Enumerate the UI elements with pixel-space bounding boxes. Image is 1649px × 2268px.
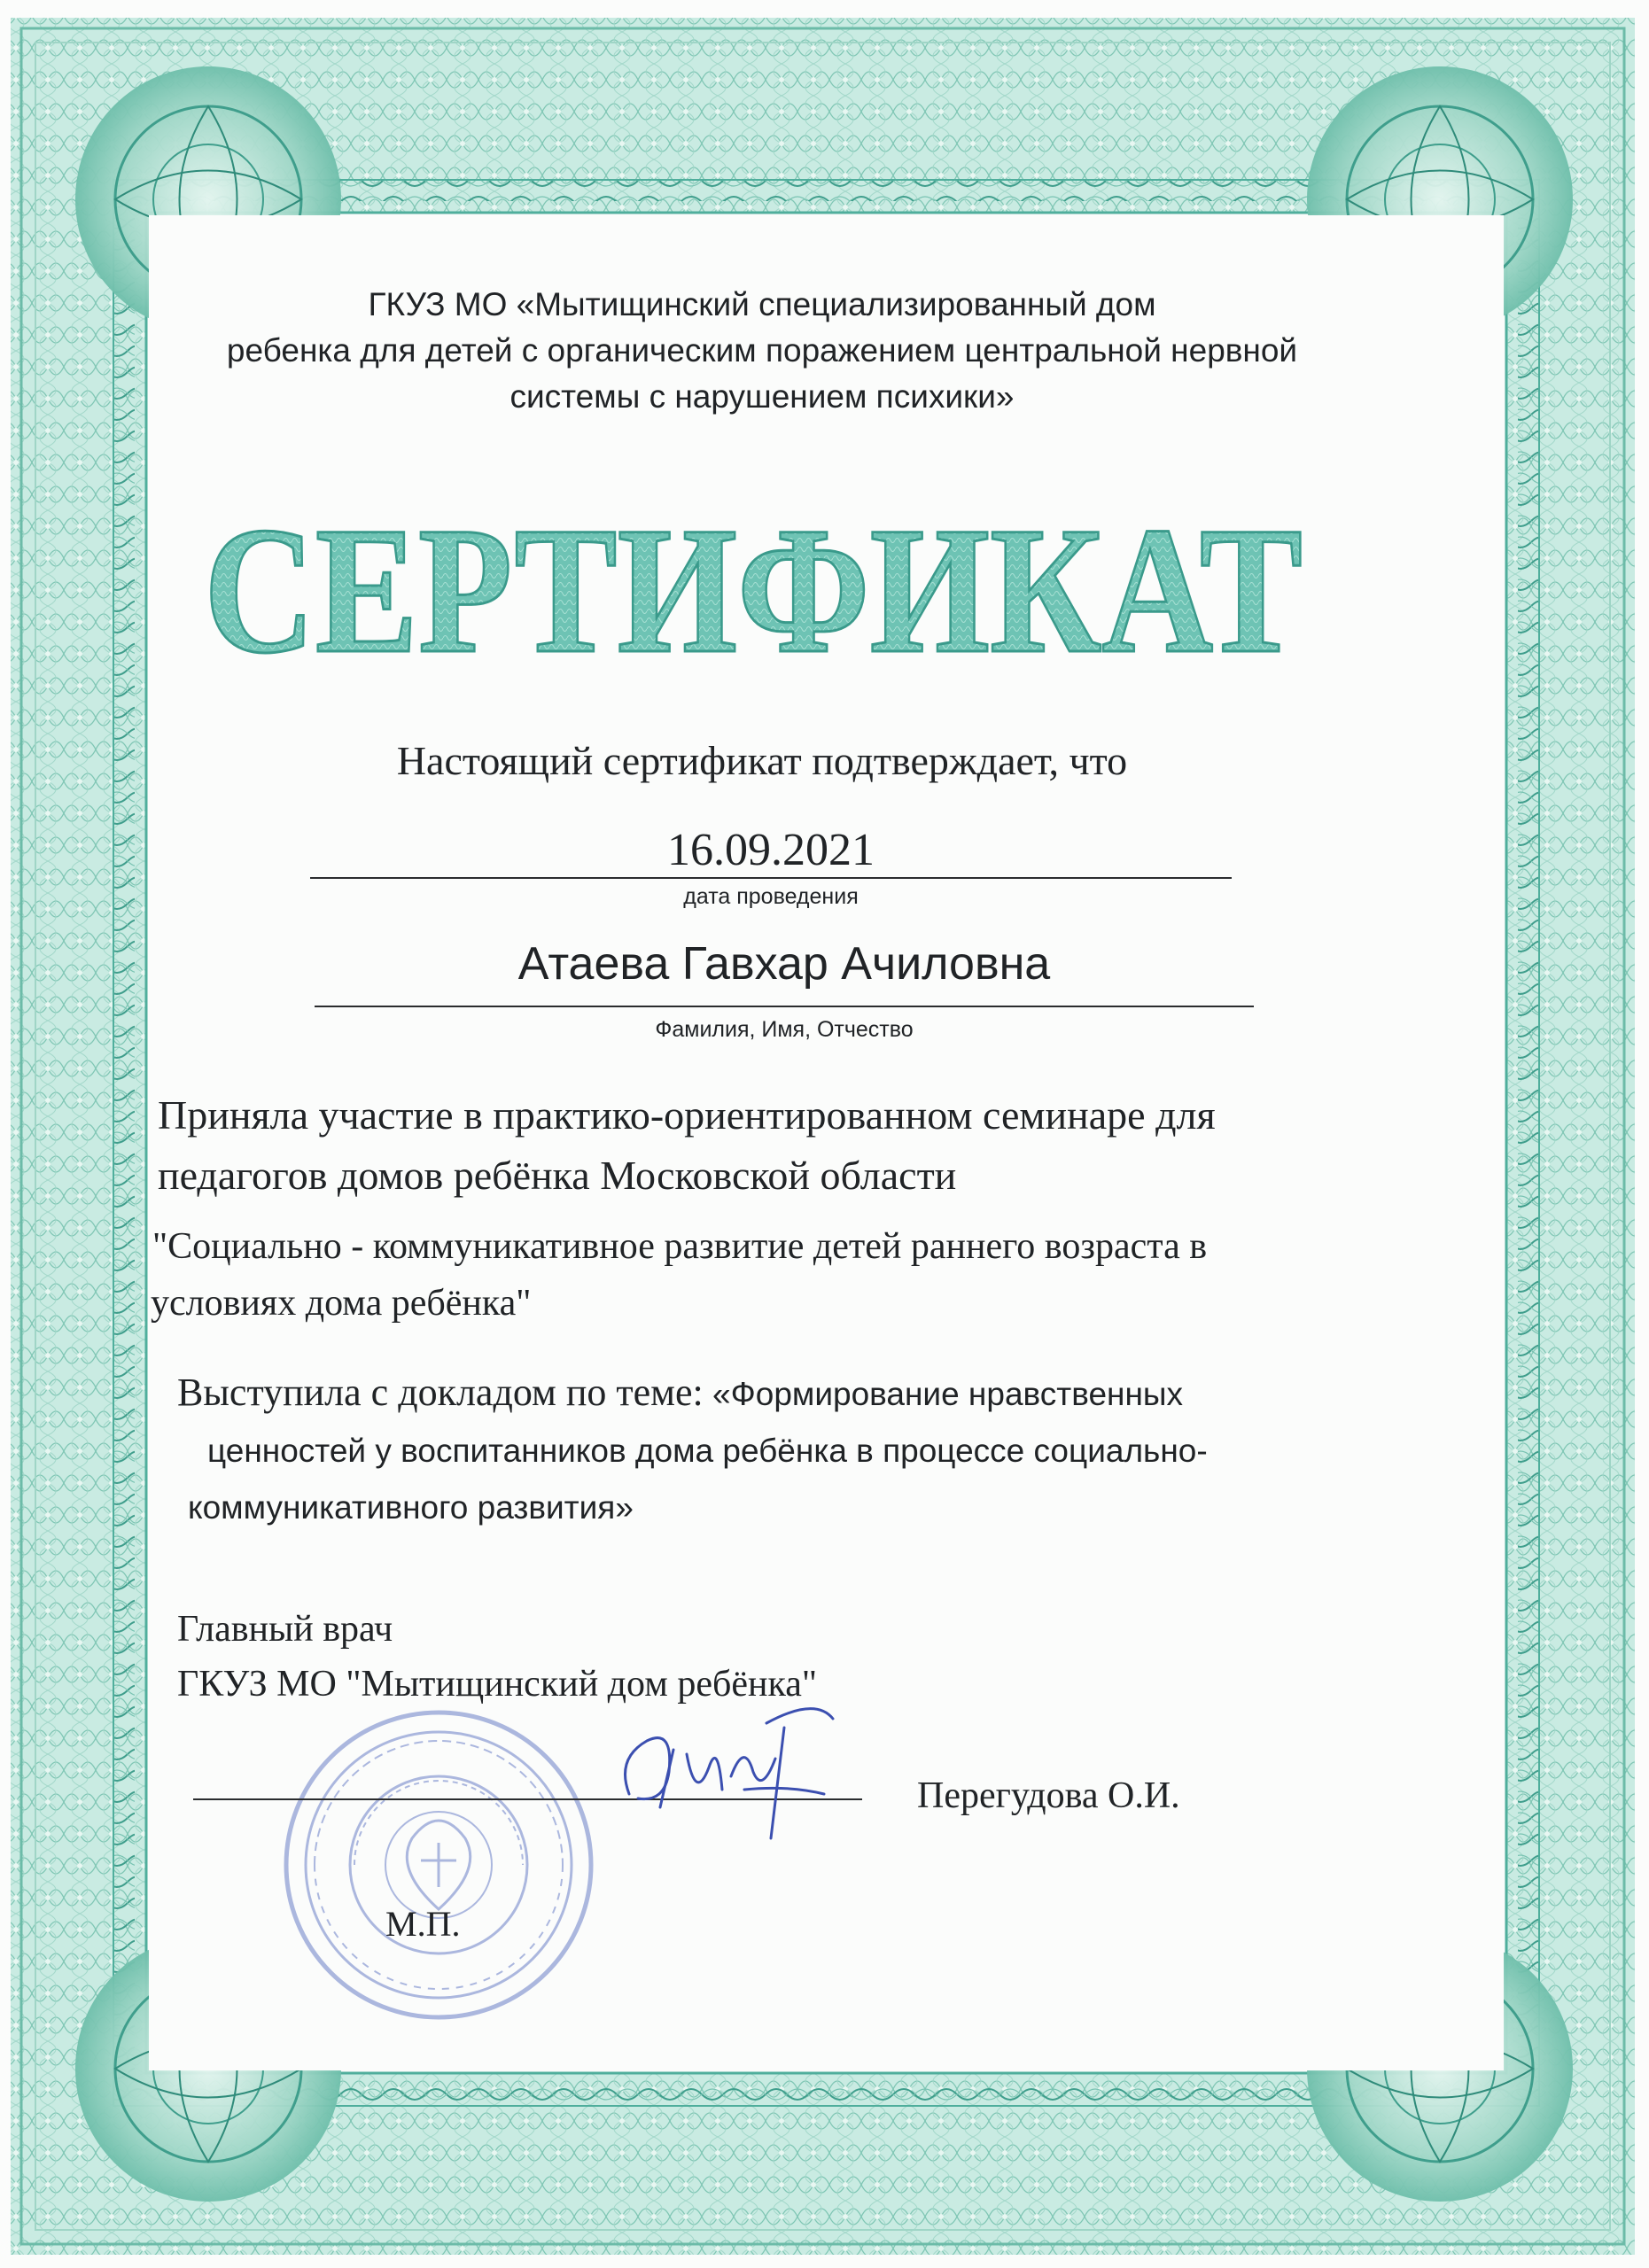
- report-line-3: коммуникативного развития»: [188, 1489, 634, 1526]
- subtitle: Настоящий сертификат подтверждает, что: [396, 738, 1128, 783]
- report-line-1: [177, 1364, 1453, 1423]
- event-date-caption: дата проведения: [683, 884, 859, 909]
- stamp-place-label: М.П.: [385, 1904, 461, 1944]
- signatory-position: Главный врач: [177, 1609, 393, 1650]
- participation-line-1: Приняла участие в практико-ориентированном семинаре для: [158, 1092, 1216, 1138]
- institution-line-2: ребенка для детей с органическим поражением центральной нервной: [226, 332, 1298, 369]
- official-seal: [279, 1705, 598, 2024]
- seminar-topic-line-1: "Социально - коммуникативное развитие детей раннего возраста в: [152, 1226, 1208, 1267]
- recipient-name-underline: [315, 1006, 1254, 1007]
- report-title-start: «Формирование нравственных: [712, 1376, 1183, 1412]
- report-line-2: ценностей у воспитанников дома ребёнка в процессе социально-: [207, 1433, 1208, 1469]
- seminar-topic: [151, 1218, 1427, 1332]
- event-date-underline: [310, 877, 1232, 879]
- institution-line-3: системы с нарушением психики»: [509, 378, 1015, 415]
- participation-text: [158, 1085, 1416, 1206]
- signatory-organization: ГКУЗ МО "Мытищинский дом ребёнка": [177, 1664, 818, 1705]
- report-topic: [177, 1364, 1453, 1536]
- event-date-value: 16.09.2021: [667, 825, 875, 875]
- recipient-name-value: Атаева Гавхар Ачиловна: [517, 938, 1051, 990]
- report-lead: Выступила с докладом по теме:: [177, 1371, 704, 1414]
- certificate-title: [195, 490, 1311, 691]
- seminar-topic-line-2: условиях дома ребёнка": [151, 1283, 532, 1324]
- participation-line-2: педагогов домов ребёнка Московской области: [158, 1153, 957, 1198]
- institution-name: [159, 282, 1365, 420]
- certificate-title-text: СЕРТИФИКАТ: [204, 490, 1303, 691]
- signatory-name: Перегудова О.И.: [917, 1775, 1180, 1816]
- institution-line-1: ГКУЗ МО «Мытищинский специализированный дом: [368, 286, 1156, 322]
- handwritten-signature: [611, 1688, 842, 1847]
- recipient-name-caption: Фамилия, Имя, Отчество: [655, 1017, 914, 1042]
